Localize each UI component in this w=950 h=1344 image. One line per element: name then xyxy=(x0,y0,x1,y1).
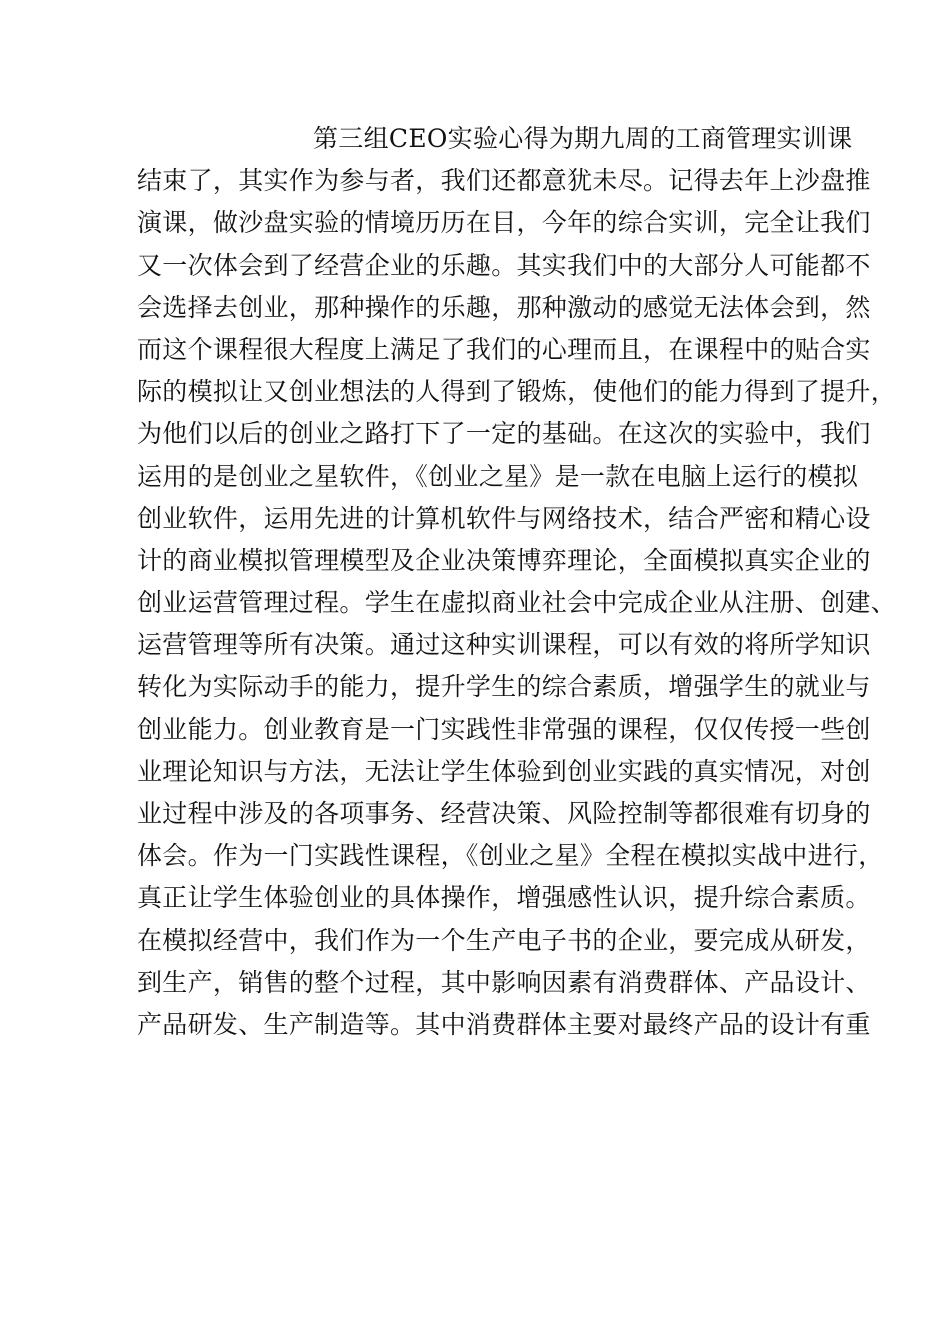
text-line: 业过程中涉及的各项事务、经营决策、风险控制等都很难有切身的 xyxy=(137,799,871,828)
text-line: 创业能力。创业教育是一门实践性非常强的课程，仅仅传授一些创 xyxy=(137,714,871,744)
text-line: 又一次体会到了经营企业的乐趣。其实我们中的大部分人可能都不 xyxy=(137,250,871,280)
text-line: 创业软件，运用先进的计算机软件与网络技术，结合严密和精心设 xyxy=(137,503,871,533)
text-line: 到生产，销售的整个过程，其中影响因素有消费群体、产品设计、 xyxy=(137,967,871,997)
text-line: 体会。作为一门实践性课程，《创业之星》全程在模拟实战中进行， xyxy=(137,841,884,871)
text-line: 运营管理等所有决策。通过这种实训课程，可以有效的将所学知识 xyxy=(137,630,871,660)
text-line: 结束了，其实作为参与者，我们还都意犹未尽。记得去年上沙盘推 xyxy=(137,166,871,196)
text-line: 计的商业模拟管理模型及企业决策博弈理论，全面模拟真实企业的 xyxy=(137,545,871,575)
text-line: 运用的是创业之星软件，《创业之星》是一款在电脑上运行的模拟 xyxy=(137,461,859,491)
body-text xyxy=(137,118,897,1046)
text-line: 创业运营管理过程。学生在虚拟商业社会中完成企业从注册、创建、 xyxy=(137,588,897,618)
text-line: 为他们以后的创业之路打下了一定的基础。在这次的实验中，我们 xyxy=(137,419,871,449)
text-line: 转化为实际动手的能力，提升学生的综合素质，增强学生的就业与 xyxy=(137,672,871,702)
text-line: 在模拟经营中，我们作为一个生产电子书的企业，要完成从研发， xyxy=(137,925,871,955)
text-line: 际的模拟让又创业想法的人得到了锻炼，使他们的能力得到了提升， xyxy=(137,377,897,407)
text-line: 业理论知识与方法，无法让学生体验到创业实践的真实情况，对创 xyxy=(137,756,871,786)
text-line: 真正让学生体验创业的具体操作，增强感性认识，提升综合素质。 xyxy=(137,883,871,913)
text-line: 演课，做沙盘实验的情境历历在目，今年的综合实训，完全让我们 xyxy=(137,208,871,238)
text-line: 而这个课程很大程度上满足了我们的心理而且，在课程中的贴合实 xyxy=(137,334,871,364)
text-line: 会选择去创业，那种操作的乐趣，那种激动的感觉无法体会到，然 xyxy=(137,292,871,322)
text-line: 产品研发、生产制造等。其中消费群体主要对最终产品的设计有重 xyxy=(137,1009,871,1039)
text-line-title: 第三组CEO实验心得为期九周的工商管理实训课 xyxy=(313,124,853,153)
